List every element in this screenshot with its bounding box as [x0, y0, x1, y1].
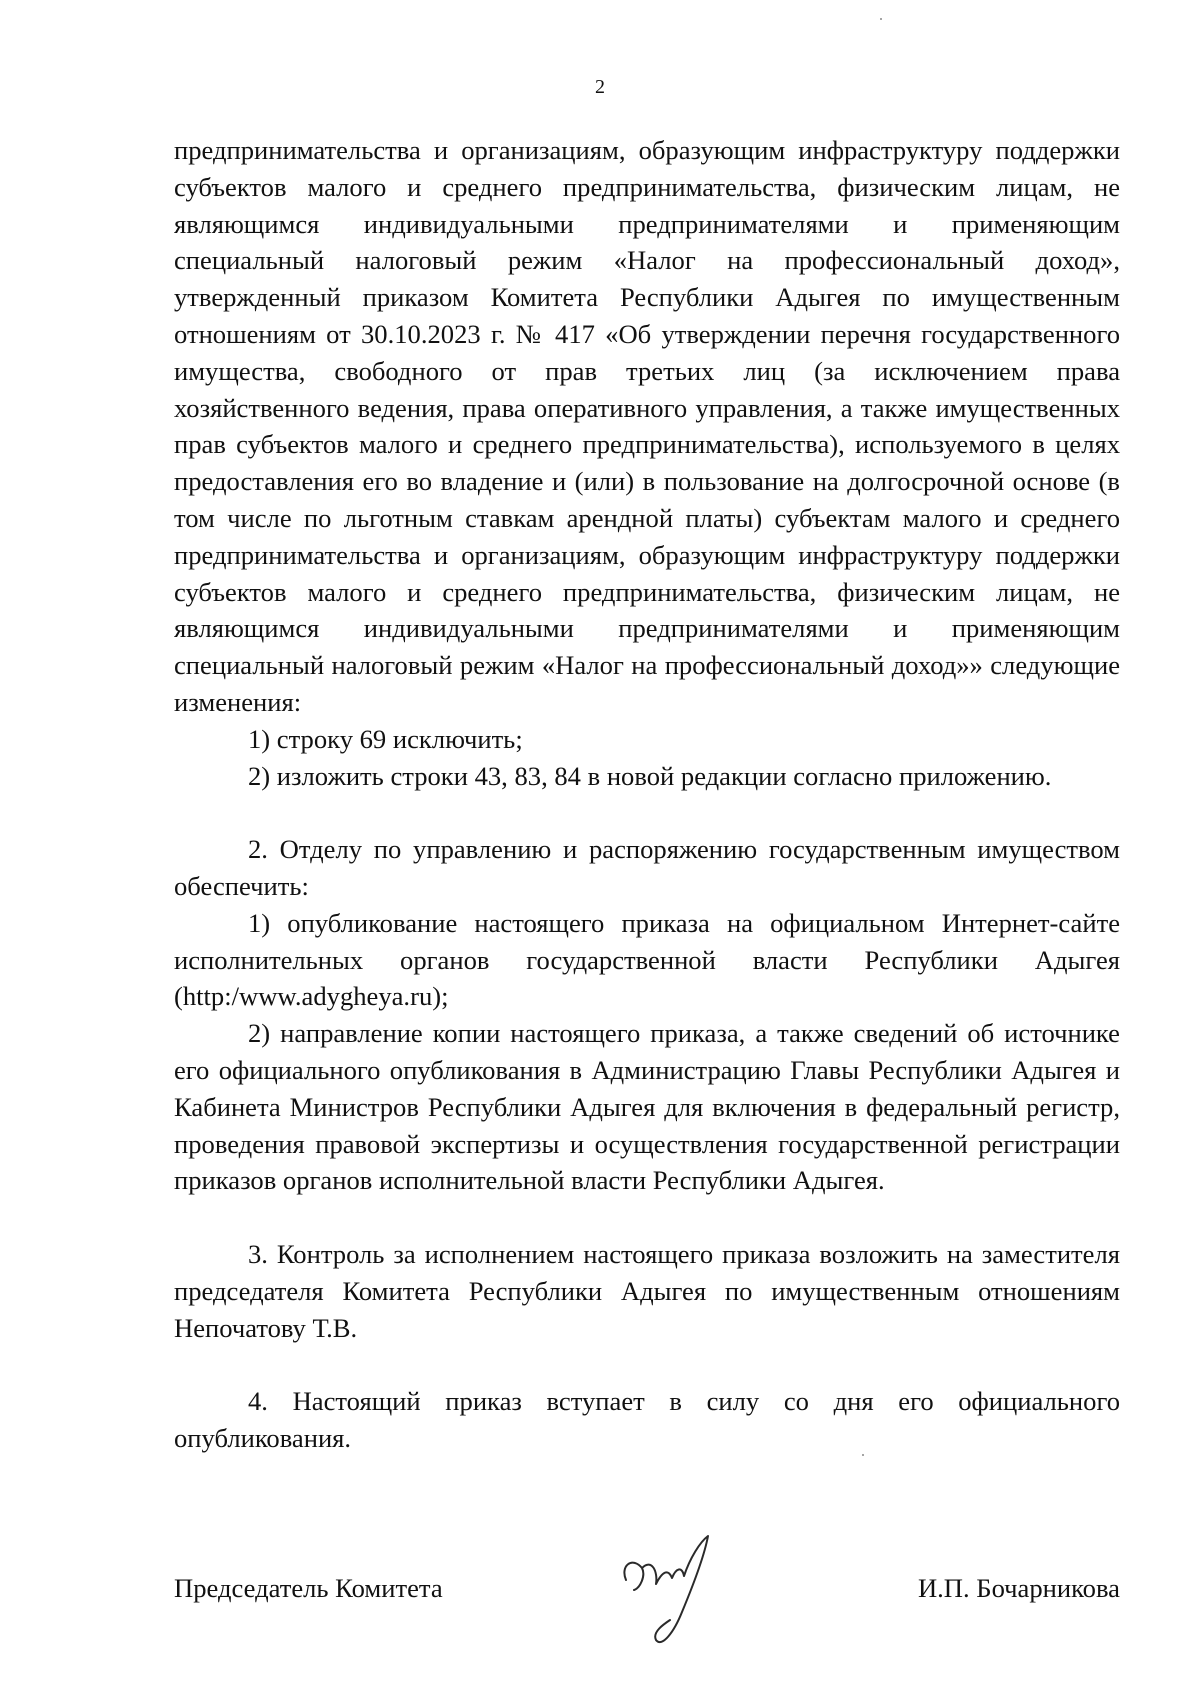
- page-number: 2: [595, 76, 605, 98]
- clause-4: 4. Настоящий приказ вступает в силу со дня его официального опубликования.: [174, 1386, 1120, 1453]
- signature-block: [174, 1570, 1120, 1610]
- paragraph-changes-intro: предпринимательства и организациям, образующим инфраструктуру поддержки субъектов малого и среднего предпринимательства, физическим лицам, не являющимся индивидуальными предпринимателями и применяющим специальный налоговый режим «Налог на профессиональный доход», утвержденный приказом Комитета Республики Адыгея по имущественным отношениям от 30.10.2023 г. № 417 «Об утверждении перечня государственного имущества, свободного от прав третьих лиц (за исключением права хозяйственного ведения, права оперативного управления, а также имущественных прав субъектов малого и среднего предпринимательства), используемого в целях предоставления его во владение и (или) в пользование на долгосрочной основе (в том числе по льготным ставкам арендной платы) субъектам малого и среднего предпринимательства и организациям, образующим инфраструктуру поддержки субъектов малого и среднего предпринимательства, физическим лицам, не являющимся индивидуальными предпринимателями и применяющим специальный налоговый режим «Налог на профессиональный доход»» следующие изменения:: [174, 135, 1120, 717]
- clause-2-item-1: 1) опубликование настоящего приказа на официальном Интернет-сайте исполнительных органов государственной власти Республики Адыгея (http:/www.adygheya.ru);: [174, 907, 1120, 1012]
- clause-3: 3. Контроль за исполнением настоящего приказа возложить на заместителя председателя Комитета Республики Адыгея по имущественным отношениям Непочатову Т.В.: [174, 1238, 1120, 1343]
- signer-name: И.П. Бочарникова: [917, 1573, 1120, 1603]
- scan-speck: [880, 18, 882, 20]
- list-item-2: 2) изложить строки 43, 83, 84 в новой редакции согласно приложению.: [248, 760, 1052, 791]
- clause-2: 2. Отделу по управлению и распоряжению государственным имуществом обеспечить:: [174, 834, 1120, 901]
- document-body: [174, 132, 1120, 1457]
- signer-position: Председатель Комитета: [174, 1573, 443, 1603]
- list-item-1: 1) строку 69 исключить;: [248, 723, 523, 754]
- clause-2-item-2: 2) направление копии настоящего приказа, а также сведений об источнике его официального опубликования в Администрацию Главы Республики Адыгея и Кабинета Министров Республики Адыгея для включения в федеральный регистр, проведения правовой экспертизы и осуществления государственной регистрации приказов органов исполнительной власти Республики Адыгея.: [174, 1018, 1120, 1196]
